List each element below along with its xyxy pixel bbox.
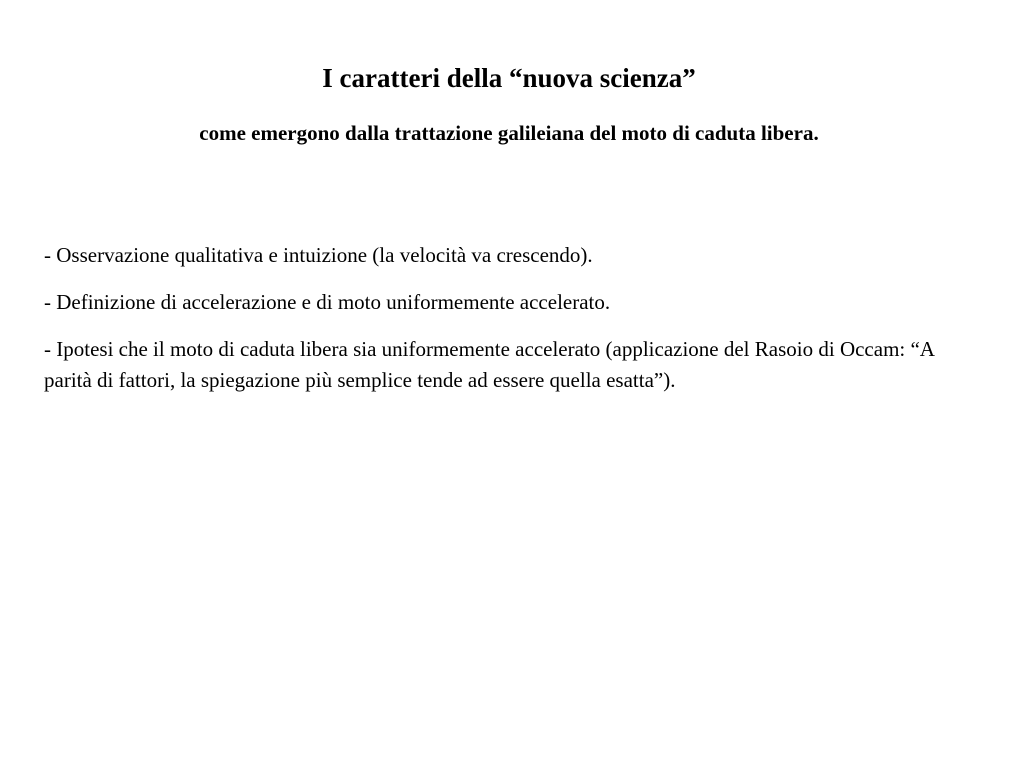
bullet-list <box>44 240 974 412</box>
bullet-point-hypothesis: - Ipotesi che il moto di caduta libera sia uniformemente accelerato (applicazione del Rasoio di Occam: “A parità di fattori, la spiegazione più semplice tende ad essere quella esatta”). <box>44 337 934 392</box>
slide-title: I caratteri della “nuova scienza” <box>322 63 696 93</box>
bullet-point-observation: - Osservazione qualitativa e intuizione (la velocità va crescendo). <box>44 243 593 267</box>
slide-subtitle: come emergono dalla trattazione galileiana del moto di caduta libera. <box>199 121 819 145</box>
bullet-point-definition: - Definizione di accelerazione e di moto uniformemente accelerato. <box>44 290 611 314</box>
